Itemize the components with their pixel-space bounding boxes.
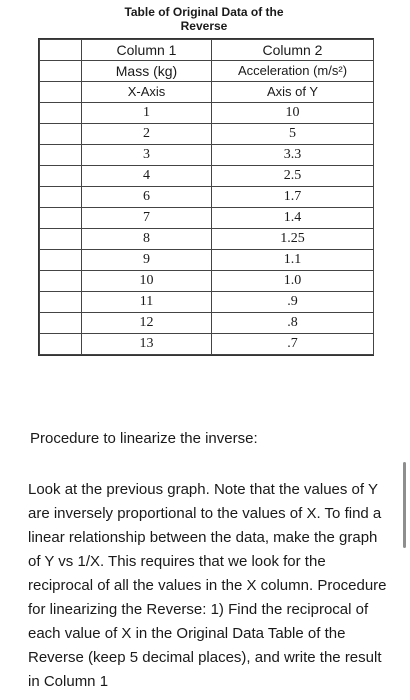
blank-cell: [40, 61, 82, 82]
y-axis-header: Axis of Y: [212, 82, 374, 103]
table-row: [40, 166, 374, 187]
header-row-quantities: [40, 61, 374, 82]
x-value-cell: 1: [82, 103, 212, 124]
table-row: [40, 124, 374, 145]
table-title-line2: Reverse: [180, 19, 228, 33]
y-value-cell: 1.7: [212, 187, 374, 208]
x-axis-header: X-Axis: [82, 82, 212, 103]
blank-cell: [40, 187, 82, 208]
table-row: [40, 208, 374, 229]
x-value-cell: 13: [82, 334, 212, 355]
procedure-title: Procedure to linearize the inverse:: [30, 430, 258, 447]
y-value-cell: 2.5: [212, 166, 374, 187]
table-row: [40, 250, 374, 271]
acceleration-header: Acceleration (m/s²): [212, 61, 374, 82]
y-value-cell: 3.3: [212, 145, 374, 166]
blank-cell: [40, 292, 82, 313]
table-row: [40, 292, 374, 313]
header-row-axes: [40, 82, 374, 103]
x-value-cell: 7: [82, 208, 212, 229]
y-value-cell: .9: [212, 292, 374, 313]
original-data-table: [38, 38, 374, 356]
blank-cell: [40, 40, 82, 61]
table-row: [40, 145, 374, 166]
table-row: [40, 271, 374, 292]
blank-cell: [40, 124, 82, 145]
y-value-cell: 1.4: [212, 208, 374, 229]
y-value-cell: .7: [212, 334, 374, 355]
column-1-header: Column 1: [82, 40, 212, 61]
y-value-cell: .8: [212, 313, 374, 334]
blank-cell: [40, 103, 82, 124]
table-row: [40, 103, 374, 124]
x-value-cell: 8: [82, 229, 212, 250]
scrollbar[interactable]: [403, 462, 406, 548]
blank-cell: [40, 271, 82, 292]
x-value-cell: 10: [82, 271, 212, 292]
x-value-cell: 11: [82, 292, 212, 313]
blank-cell: [40, 166, 82, 187]
blank-cell: [40, 229, 82, 250]
y-value-cell: 1.0: [212, 271, 374, 292]
x-value-cell: 9: [82, 250, 212, 271]
table-title-line1: Table of Original Data of the: [124, 5, 284, 19]
table-row: [40, 187, 374, 208]
y-value-cell: 1.1: [212, 250, 374, 271]
y-value-cell: 10: [212, 103, 374, 124]
blank-cell: [40, 334, 82, 355]
table-row: [40, 229, 374, 250]
blank-cell: [40, 145, 82, 166]
y-value-cell: 5: [212, 124, 374, 145]
table-title: [38, 5, 370, 33]
x-value-cell: 12: [82, 313, 212, 334]
procedure-body: Look at the previous graph. Note that the values of Y are inversely proportional to the values of X. To find a linear relationship between the data, make the graph of Y vs 1/X. This requires that we look for the reciprocal of all the values in the X column. Procedure for linearizing the Reverse: 1) Find the reciprocal of each value of X in the Original Data Table of the Reverse (keep 5 decimal places), and write the result in Column 1: [28, 481, 387, 690]
column-2-header: Column 2: [212, 40, 374, 61]
x-value-cell: 6: [82, 187, 212, 208]
blank-cell: [40, 250, 82, 271]
x-value-cell: 3: [82, 145, 212, 166]
blank-cell: [40, 208, 82, 229]
header-row-columns: [40, 40, 374, 61]
y-value-cell: 1.25: [212, 229, 374, 250]
blank-cell: [40, 82, 82, 103]
table-row: [40, 334, 374, 355]
x-value-cell: 4: [82, 166, 212, 187]
table-row: [40, 313, 374, 334]
mass-header: Mass (kg): [82, 61, 212, 82]
x-value-cell: 2: [82, 124, 212, 145]
blank-cell: [40, 313, 82, 334]
